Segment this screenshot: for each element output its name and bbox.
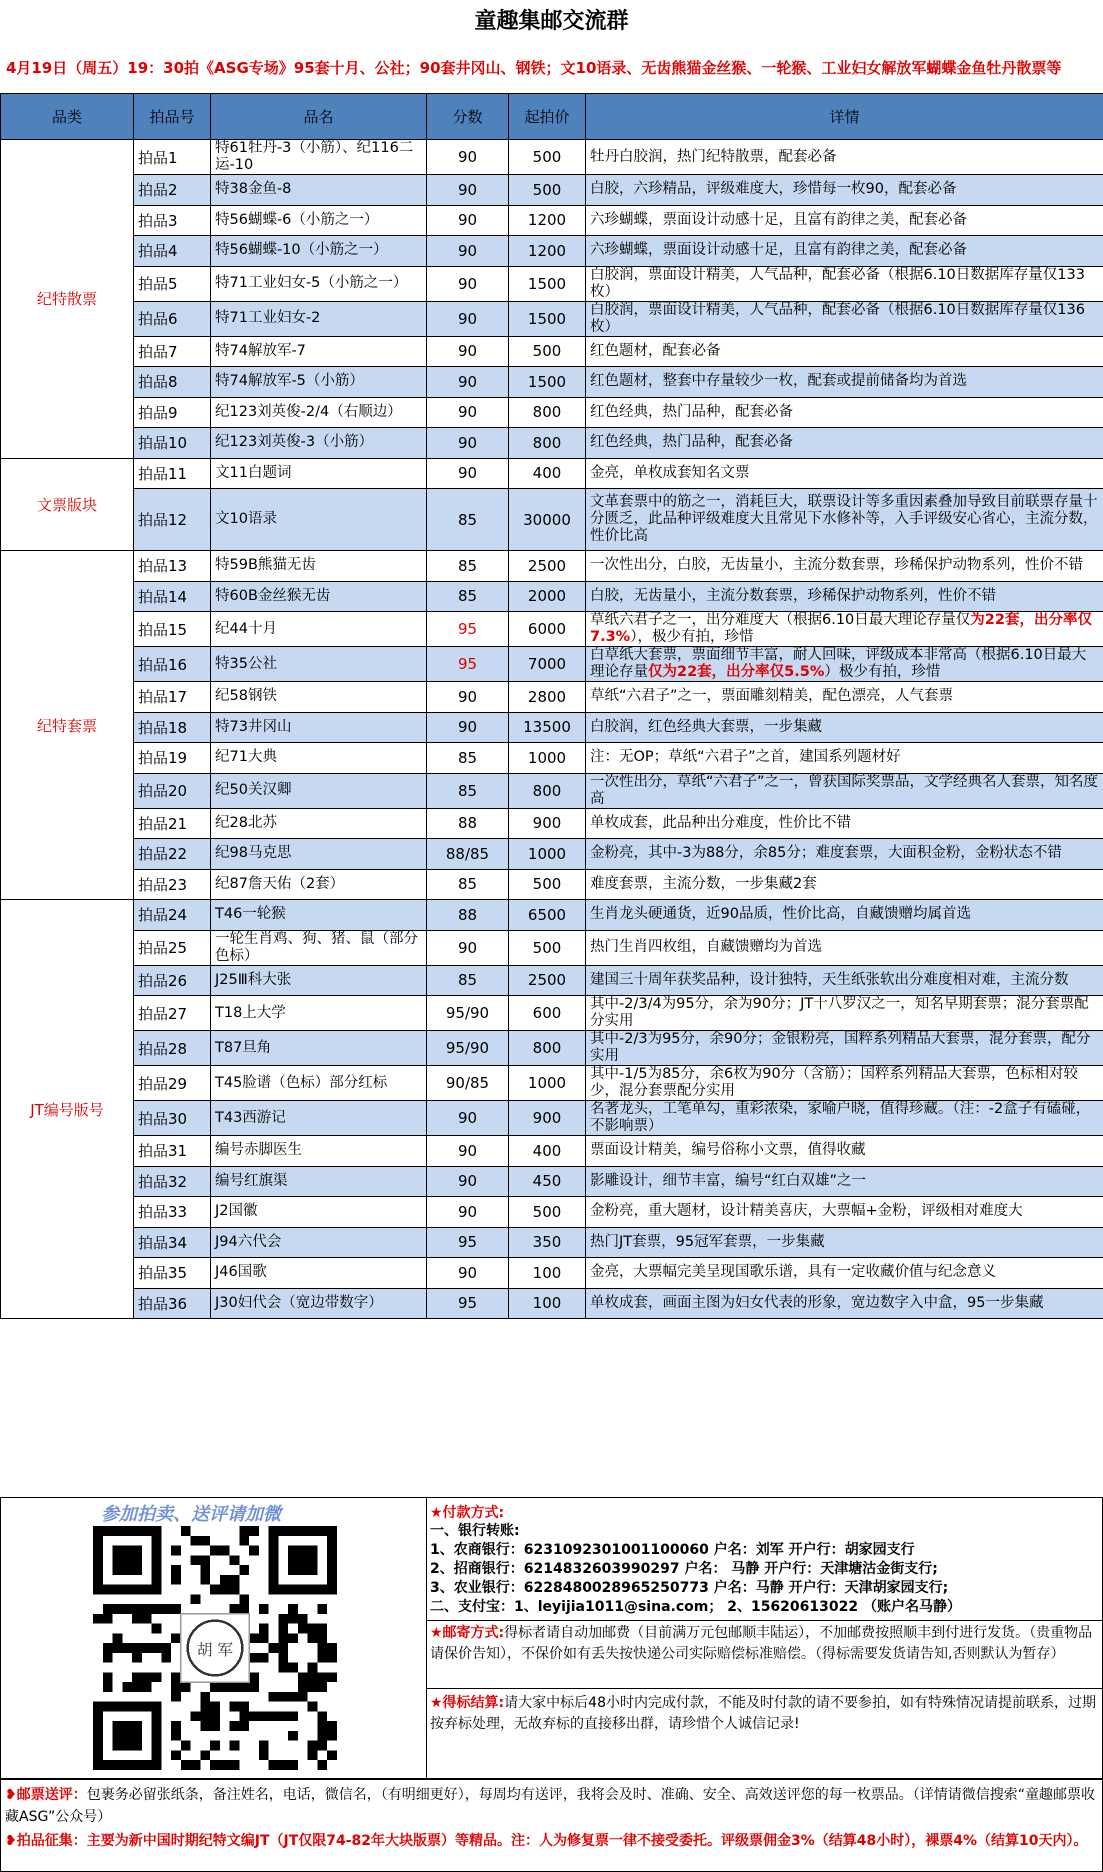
lot-start-price: 1500 (509, 367, 586, 398)
lot-score: 90 (427, 266, 509, 301)
table-row (1, 336, 1103, 367)
appraisal-text: 包裹务必留张纸条，备注姓名，电话，微信名，（有明细更好），每周均有送评，我将会及时、准确、安全、高效送评您的每一枚票品。（详情请微信搜索“童趣邮票收藏ASG”公众号） (5, 1787, 1095, 1825)
table-row (1, 712, 1103, 743)
lot-detail: 影雕设计，细节丰富，编号“红白双雄”之一 (586, 1166, 1103, 1197)
lot-start-price: 6500 (509, 900, 586, 931)
lot-start-price: 6000 (509, 612, 586, 647)
table-row (1, 869, 1103, 900)
lot-name: 特60B金丝猴无齿 (211, 581, 427, 612)
lot-number: 拍品33 (134, 1197, 211, 1228)
lot-number: 拍品3 (134, 205, 211, 236)
lot-start-price: 2000 (509, 581, 586, 612)
notes-section (0, 1779, 1103, 1872)
table-row (1, 773, 1103, 808)
lot-score: 88/85 (427, 839, 509, 870)
table-row (1, 965, 1103, 996)
lot-detail: 一次性出分，草纸“六君子”之一，曾获国际奖票品，文学经典名人套票，知名度高 (586, 773, 1103, 808)
lot-detail-text: ）极少有拍，珍惜 (824, 664, 941, 680)
table-row (1, 682, 1103, 713)
lot-detail-text: 草纸六君子之一，出分难度大（根据6.10日最大理论存量仅 (590, 612, 971, 628)
consignment-note (5, 1830, 1100, 1852)
lot-detail: 其中-1/5为85分，余6枚为90分（含筋）；国粹系列精品大套票，色标相对较少，混分套票配分实用 (586, 1066, 1103, 1101)
lot-name: T45脸谱（色标）部分红标 (211, 1066, 427, 1101)
lot-start-price: 500 (509, 1197, 586, 1228)
lot-number: 拍品23 (134, 869, 211, 900)
lot-start-price: 500 (509, 869, 586, 900)
lot-start-price: 1500 (509, 266, 586, 301)
lot-name: 纪44十月 (211, 612, 427, 647)
lot-name: 文11白题词 (211, 458, 427, 489)
lot-number: 拍品35 (134, 1258, 211, 1289)
lot-number: 拍品1 (134, 140, 211, 175)
lot-number: 拍品4 (134, 236, 211, 267)
lot-number: 拍品15 (134, 612, 211, 647)
table-row (1, 551, 1103, 582)
lot-number: 拍品32 (134, 1166, 211, 1197)
lot-number: 拍品16 (134, 647, 211, 682)
lot-score: 85 (427, 743, 509, 774)
lot-score: 90 (427, 930, 509, 965)
lot-start-price: 450 (509, 1166, 586, 1197)
lot-number: 拍品24 (134, 900, 211, 931)
lot-table (0, 93, 1103, 1319)
lot-start-price: 1200 (509, 236, 586, 267)
lot-score: 88 (427, 808, 509, 839)
lot-number: 拍品27 (134, 996, 211, 1031)
table-row (1, 175, 1103, 206)
lot-name: 文10语录 (211, 489, 427, 551)
lot-name: 纪58钢铁 (211, 682, 427, 713)
col-header-category: 品类 (1, 94, 134, 140)
lot-name: J25Ⅲ科大张 (211, 965, 427, 996)
lot-detail: 白胶，六珍精品，评级难度大，珍惜每一枚90，配套必备 (586, 175, 1103, 206)
lot-score: 85 (427, 551, 509, 582)
lot-score: 90 (427, 682, 509, 713)
lot-number: 拍品28 (134, 1031, 211, 1066)
category-cell: 文票版块 (1, 458, 134, 551)
table-row (1, 397, 1103, 428)
lot-number: 拍品8 (134, 367, 211, 398)
lot-number: 拍品14 (134, 581, 211, 612)
lot-detail: 单枚成套，画面主图为妇女代表的形象，宽边数字入中盒，95一步集藏 (586, 1288, 1103, 1319)
lot-number: 拍品2 (134, 175, 211, 206)
col-header-item-name: 品名 (211, 94, 427, 140)
settlement-text: 请大家中标后48小时内完成付款，不能及时付款的请不要参拍，如有特殊情况请提前联系，过期按弃标处理，无故弃标的直接移出群，请珍惜个人诚信记录! (430, 1695, 1096, 1732)
lot-start-price: 1200 (509, 205, 586, 236)
payment-line: 2、招商银行：6214832603990297 户名： 马静 开户行：天津塘沽金街支行; (430, 1561, 938, 1577)
lot-number: 拍品12 (134, 489, 211, 551)
lot-number: 拍品26 (134, 965, 211, 996)
lot-number: 拍品25 (134, 930, 211, 965)
lot-score: 85 (427, 581, 509, 612)
lot-name: 特71工业妇女-5（小筋之一） (211, 266, 427, 301)
col-header-score: 分数 (427, 94, 509, 140)
lot-detail: 金粉亮，重大题材，设计精美喜庆，大票幅+金粉，评级相对难度大 (586, 1197, 1103, 1228)
lot-detail: 六珍蝴蝶，票面设计动感十足，且富有韵律之美，配套必备 (586, 236, 1103, 267)
lot-score: 90 (427, 236, 509, 267)
lot-score: 90 (427, 175, 509, 206)
lot-name: 纪28北苏 (211, 808, 427, 839)
lot-number: 拍品9 (134, 397, 211, 428)
col-header-start-price: 起拍价 (509, 94, 586, 140)
lot-score: 95 (427, 647, 509, 682)
lot-detail: 金亮，大票幅完美呈现国歌乐谱，具有一定收藏价值与纪念意义 (586, 1258, 1103, 1289)
lot-start-price: 100 (509, 1288, 586, 1319)
mailing-label: ★邮寄方式: (430, 1625, 505, 1641)
lot-detail: 白胶润，票面设计精美，人气品种，配套必备（根据6.10日数据库存量仅136枚） (586, 301, 1103, 336)
lot-start-price: 7000 (509, 647, 586, 682)
mailing-info (426, 1620, 1102, 1665)
appraisal-note (5, 1784, 1100, 1828)
table-row (1, 1258, 1103, 1289)
lot-detail: 红色经典，热门品种，配套必备 (586, 397, 1103, 428)
lot-name: 特38金鱼-8 (211, 175, 427, 206)
lot-start-price: 350 (509, 1227, 586, 1258)
lot-start-price: 30000 (509, 489, 586, 551)
lot-start-price: 100 (509, 1258, 586, 1289)
table-row (1, 458, 1103, 489)
lot-name: 特61牡丹-3（小筋）、纪116二运-10 (211, 140, 427, 175)
payment-line: 二、支付宝：1、leyijia1011@sina.com； 2、15620613022 （账户名马静） (430, 1599, 961, 1615)
table-row (1, 612, 1103, 647)
lot-score: 95/90 (427, 996, 509, 1031)
lot-detail: 白胶润，红色经典大套票，一步集藏 (586, 712, 1103, 743)
table-row (1, 930, 1103, 965)
lot-number: 拍品31 (134, 1136, 211, 1167)
lot-start-price: 1000 (509, 743, 586, 774)
lot-name: 特73井冈山 (211, 712, 427, 743)
lot-start-price: 500 (509, 336, 586, 367)
lot-name: 特74解放军-7 (211, 336, 427, 367)
table-header-row (1, 94, 1103, 140)
lot-start-price: 1000 (509, 1066, 586, 1101)
lot-number: 拍品5 (134, 266, 211, 301)
table-row (1, 205, 1103, 236)
lot-score: 90 (427, 397, 509, 428)
table-row (1, 1031, 1103, 1066)
lot-number: 拍品36 (134, 1288, 211, 1319)
lot-name: 特56蝴蝶-6（小筋之一） (211, 205, 427, 236)
table-row (1, 1227, 1103, 1258)
lot-name: 纪123刘英俊-3（小筋） (211, 428, 427, 459)
lot-start-price: 500 (509, 175, 586, 206)
table-row (1, 367, 1103, 398)
lot-name: J30妇代会（宽边带数字） (211, 1288, 427, 1319)
lot-number: 拍品7 (134, 336, 211, 367)
lot-detail: 牡丹白胶润，热门纪特散票，配套必备 (586, 140, 1103, 175)
lot-detail: 建国三十周年获奖品种，设计独特，天生纸张软出分难度相对难，主流分数 (586, 965, 1103, 996)
lot-detail: 票面设计精美，编号俗称小文票，值得收藏 (586, 1136, 1103, 1167)
lot-score: 85 (427, 489, 509, 551)
lot-start-price: 800 (509, 397, 586, 428)
qr-panel (1, 1498, 427, 1778)
lot-score: 90 (427, 301, 509, 336)
table-row (1, 428, 1103, 459)
lot-start-price: 400 (509, 458, 586, 489)
lot-number: 拍品22 (134, 839, 211, 870)
table-row (1, 900, 1103, 931)
appraisal-label: ❥邮票送评： (5, 1787, 87, 1803)
col-header-lot-no: 拍品号 (134, 94, 211, 140)
table-row (1, 140, 1103, 175)
lot-detail: 热门生肖四枚组，自藏馈赠均为首选 (586, 930, 1103, 965)
lot-detail: 金亮，单枚成套知名文票 (586, 458, 1103, 489)
lot-name: T18上大学 (211, 996, 427, 1031)
lot-start-price: 400 (509, 1136, 586, 1167)
lot-name: T46一轮猴 (211, 900, 427, 931)
lot-score: 90 (427, 140, 509, 175)
lot-start-price: 800 (509, 428, 586, 459)
col-header-details: 详情 (586, 94, 1103, 140)
lot-number: 拍品30 (134, 1101, 211, 1136)
lot-name: 特71工业妇女-2 (211, 301, 427, 336)
lot-name: 编号红旗渠 (211, 1166, 427, 1197)
category-cell: 纪特套票 (1, 551, 134, 900)
lot-number: 拍品10 (134, 428, 211, 459)
consignment-label: ❥拍品征集： (5, 1833, 87, 1849)
table-row (1, 839, 1103, 870)
consignment-text: 主要为新中国时期纪特文编JT（JT仅限74-82年大块版票）等精品。注：人为修复票一律不接受委托。评级票佣金3%（结算48小时），裸票4%（结算10天内）。 (86, 1833, 1088, 1849)
lot-name: 一轮生肖鸡、狗、猪、鼠（部分色标） (211, 930, 427, 965)
table-row (1, 489, 1103, 551)
table-row (1, 1288, 1103, 1319)
contact-payment-section (0, 1497, 1103, 1779)
category-cell: 纪特散票 (1, 140, 134, 459)
lot-name: 纪98马克思 (211, 839, 427, 870)
lot-detail: 白胶，无齿量小，主流分数套票，珍稀保护动物系列，性价不错 (586, 581, 1103, 612)
lot-score: 90 (427, 1166, 509, 1197)
lot-score: 90 (427, 1136, 509, 1167)
lot-start-price: 800 (509, 1031, 586, 1066)
settlement-info (426, 1688, 1102, 1735)
lot-number: 拍品13 (134, 551, 211, 582)
lot-name: T43西游记 (211, 1101, 427, 1136)
lot-start-price: 900 (509, 1101, 586, 1136)
qr-title: 参加拍卖、送评请加微 (101, 1504, 281, 1525)
lot-score: 85 (427, 965, 509, 996)
lot-name: 纪71大典 (211, 743, 427, 774)
lot-number: 拍品21 (134, 808, 211, 839)
lot-name: 特74解放军-5（小筋） (211, 367, 427, 398)
lot-start-price: 600 (509, 996, 586, 1031)
payment-label: ★付款方式: (430, 1505, 505, 1521)
lot-name: T87旦角 (211, 1031, 427, 1066)
category-cell: JT编号版号 (1, 900, 134, 1319)
lot-detail-highlight: 为22套，出分率仅7.3% (590, 612, 1092, 645)
lot-number: 拍品19 (134, 743, 211, 774)
lot-detail: 白胶润，票面设计精美，人气品种，配套必备（根据6.10日数据库存量仅133枚） (586, 266, 1103, 301)
payment-info (426, 1498, 1102, 1778)
wechat-qr-code[interactable] (93, 1526, 337, 1770)
lot-score: 85 (427, 869, 509, 900)
lot-start-price: 2500 (509, 965, 586, 996)
lot-start-price: 900 (509, 808, 586, 839)
lot-detail (586, 647, 1103, 682)
lot-detail: 生肖龙头硬通货，近90品质，性价比高，自藏馈赠均属首选 (586, 900, 1103, 931)
table-row (1, 1066, 1103, 1101)
payment-line: 1、农商银行：6231092301001100060 户名：刘军 开户行：胡家园支行 (430, 1542, 915, 1558)
table-row (1, 996, 1103, 1031)
lot-detail: 其中-2/3为95分，余90分；金银粉亮，国粹系列精品大套票，混分套票，配分实用 (586, 1031, 1103, 1066)
lot-score: 90 (427, 458, 509, 489)
lot-number: 拍品17 (134, 682, 211, 713)
lot-score: 90 (427, 712, 509, 743)
lot-start-price: 1000 (509, 839, 586, 870)
page-title: 童趣集邮交流群 (474, 9, 629, 34)
lot-name: 纪87詹天佑（2套） (211, 869, 427, 900)
payment-methods (426, 1502, 1102, 1617)
lot-detail-text: ），极少有拍，珍惜 (630, 629, 754, 645)
lot-detail-text: 白草纸大套票，票面细节丰富，耐人回味，评级成本非常高（根据6.10日最大理论存量 (590, 647, 1087, 680)
lot-score: 95 (427, 612, 509, 647)
lot-detail: 红色题材，整套中存量较少一枚，配套或提前储备均为首选 (586, 367, 1103, 398)
payment-line: 一、银行转账: (430, 1523, 520, 1539)
lot-detail: 红色经典，热门品种，配套必备 (586, 428, 1103, 459)
table-row (1, 1197, 1103, 1228)
lot-score: 95 (427, 1227, 509, 1258)
lot-name: J46国歌 (211, 1258, 427, 1289)
table-row (1, 1136, 1103, 1167)
lot-number: 拍品6 (134, 301, 211, 336)
lot-number: 拍品18 (134, 712, 211, 743)
lot-name: 特59B熊猫无齿 (211, 551, 427, 582)
lot-detail: 金粉亮，其中-3为88分，余85分；难度套票，大面积金粉，金粉状态不错 (586, 839, 1103, 870)
lot-detail: 文革套票中的筋之一，消耗巨大，联票设计等多重因素叠加导致目前联票存量十分匮乏，此品种评级难度大且常见下水修补等，入手评级安心省心，主流分数，性价比高 (586, 489, 1103, 551)
lot-detail: 六珍蝴蝶，票面设计动感十足，且富有韵律之美，配套必备 (586, 205, 1103, 236)
lot-detail: 名著龙头，工笔单勾，重彩浓染，家喻户晓，值得珍藏。（注：-2盒子有磕碰，不影响票） (586, 1101, 1103, 1136)
lot-score: 90 (427, 336, 509, 367)
lot-score: 88 (427, 900, 509, 931)
table-row (1, 266, 1103, 301)
payment-line: 3、农业银行：6228480028965250773 户名：马静 开户行：天津胡家园支行; (430, 1580, 949, 1596)
lot-start-price: 13500 (509, 712, 586, 743)
auction-headline: 4月19日（周五）19：30拍《ASG专场》95套十月、公社；90套井冈山、钢铁；文10语录、无齿熊猫金丝猴、一轮猴、工业妇女解放军蝴蝶金鱼牡丹散票等 (6, 59, 1062, 77)
lot-number: 拍品11 (134, 458, 211, 489)
lot-score: 90 (427, 205, 509, 236)
lot-name: 特56蝴蝶-10（小筋之一） (211, 236, 427, 267)
settlement-label: ★得标结算: (430, 1695, 505, 1711)
lot-score: 90 (427, 1258, 509, 1289)
lot-detail: 红色题材，配套必备 (586, 336, 1103, 367)
lot-detail: 热门JT套票，95冠军套票，一步集藏 (586, 1227, 1103, 1258)
lot-number: 拍品34 (134, 1227, 211, 1258)
lot-score: 90/85 (427, 1066, 509, 1101)
lot-start-price: 1500 (509, 301, 586, 336)
table-row (1, 1166, 1103, 1197)
lot-name: 纪123刘英俊-2/4（右顺边） (211, 397, 427, 428)
mailing-text: 得标者请自动加邮费（目前满万元包邮顺丰陆运），不加邮费按照顺丰到付进行发货。（贵重物品请保价告知），不保价如有丢失按快递公司实际赔偿标准赔偿。（得标需要发货请告知,否则默认为暂存） (430, 1625, 1093, 1662)
lot-detail (586, 612, 1103, 647)
lot-score: 90 (427, 367, 509, 398)
lot-name: J94六代会 (211, 1227, 427, 1258)
lot-detail: 其中-2/3/4为95分，余为90分；JT十八罗汉之一，知名早期套票；混分套票配分实用 (586, 996, 1103, 1031)
qr-seal-logo: 胡 军 (196, 1640, 234, 1659)
lot-name: 特35公社 (211, 647, 427, 682)
lot-score: 90 (427, 428, 509, 459)
table-row (1, 581, 1103, 612)
lot-detail: 一次性出分，白胶，无齿量小，主流分数套票，珍稀保护动物系列，性价不错 (586, 551, 1103, 582)
lot-start-price: 2800 (509, 682, 586, 713)
lot-score: 90 (427, 1197, 509, 1228)
table-row (1, 808, 1103, 839)
table-row (1, 743, 1103, 774)
lot-score: 95 (427, 1288, 509, 1319)
lot-start-price: 800 (509, 773, 586, 808)
lot-name: 纪50关汉卿 (211, 773, 427, 808)
table-row (1, 647, 1103, 682)
lot-start-price: 2500 (509, 551, 586, 582)
lot-detail: 单枚成套，此品种出分难度，性价比不错 (586, 808, 1103, 839)
lot-score: 90 (427, 1101, 509, 1136)
lot-number: 拍品29 (134, 1066, 211, 1101)
lot-detail: 注：无OP；草纸“六君子”之首，建国系列题材好 (586, 743, 1103, 774)
table-row (1, 301, 1103, 336)
lot-start-price: 500 (509, 140, 586, 175)
lot-detail-highlight: 仅为22套，出分率仅5.5% (648, 664, 825, 680)
table-row (1, 1101, 1103, 1136)
lot-detail: 难度套票，主流分数，一步集藏2套 (586, 869, 1103, 900)
lot-start-price: 500 (509, 930, 586, 965)
lot-number: 拍品20 (134, 773, 211, 808)
lot-name: J2国徽 (211, 1197, 427, 1228)
lot-score: 95/90 (427, 1031, 509, 1066)
lot-score: 85 (427, 773, 509, 808)
lot-detail: 草纸“六君子”之一，票面雕刻精美，配色漂亮，人气套票 (586, 682, 1103, 713)
table-row (1, 236, 1103, 267)
lot-name: 编号赤脚医生 (211, 1136, 427, 1167)
